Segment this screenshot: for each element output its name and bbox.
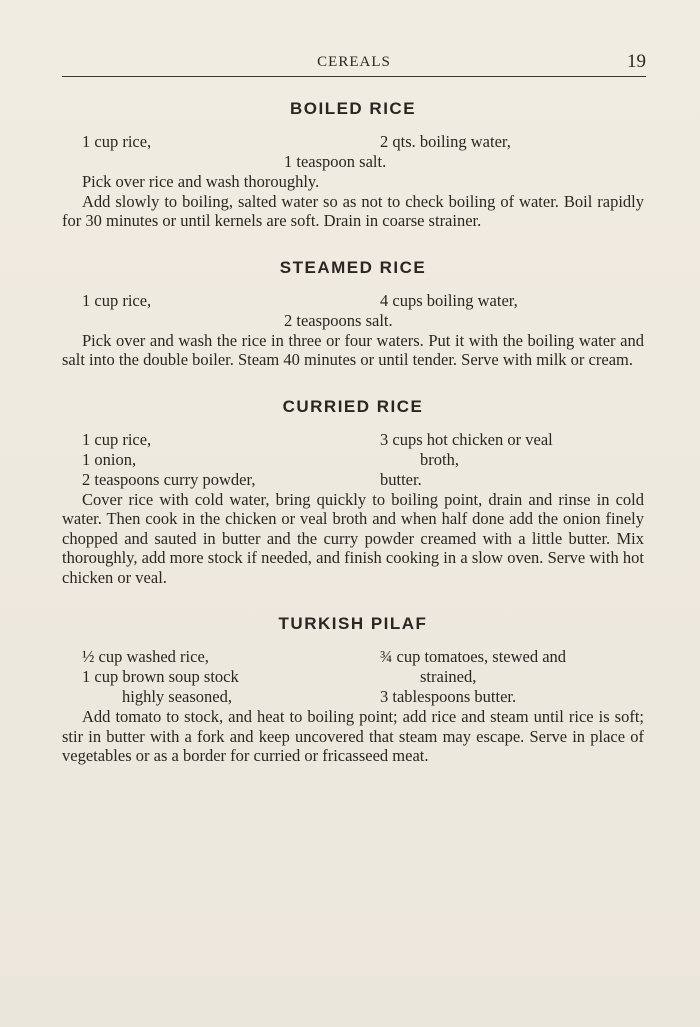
method-paragraph: Cover rice with cold water, bring quickly to boiling point, drain and rinse in cold water. Then cook in the chicken or veal broth and when half done add the onion finely chopped and sauted in butter and the curry powder creamed with a little butter. Mix thoroughly, add more stock if needed, and finish cooking in a slow oven. Serve with hot chicken or veal. [62, 489, 644, 587]
ingredient: 1 cup brown soup stock [82, 667, 239, 686]
page-content [62, 98, 644, 792]
ingredient: 2 qts. boiling water, [380, 132, 511, 151]
ingredients [62, 647, 644, 707]
ingredient: strained, [420, 667, 477, 686]
ingredient: 1 onion, [82, 449, 137, 469]
ingredient: highly seasoned, [122, 687, 232, 706]
ingredient: ¾ cup tomatoes, stewed and [380, 647, 567, 666]
ingredients [62, 132, 644, 172]
header-rule [62, 76, 646, 77]
ingredient: ½ cup washed rice, [82, 647, 209, 666]
method-paragraph: Pick over rice and wash thoroughly. [82, 172, 320, 191]
recipe-title: CURRIED RICE [282, 396, 424, 416]
method-paragraph: Add slowly to boiling, salted water so as not to check boiling of water. Boil rapidly for 30 minutes or until kernels are soft. Drain in coarse strainer. [62, 191, 644, 230]
ingredient: 3 cups hot chicken or veal [380, 429, 553, 449]
running-head: CEREALS [317, 54, 391, 70]
page-number: 19 [627, 51, 646, 72]
recipe-title: BOILED RICE [289, 99, 417, 118]
ingredient: 1 cup rice, [82, 429, 152, 449]
ingredient: 1 teaspoon salt. [284, 152, 387, 171]
recipe-title: STEAMED RICE [279, 257, 427, 277]
ingredient: broth, [420, 449, 459, 469]
ingredient: butter. [380, 469, 422, 489]
ingredients [62, 291, 644, 331]
recipe-turkish-pilaf [62, 613, 644, 766]
ingredients [62, 430, 644, 490]
ingredient: 1 cup rice, [82, 132, 152, 151]
page-header [62, 50, 646, 78]
method-paragraph: Add tomato to stock, and heat to boiling point; add rice and steam until rice is soft; stir in butter with a fork and keep uncovered that steam may escape. Serve in place of vegetables or as a border for curried or fricasseed meat. [62, 707, 644, 765]
ingredient: 4 cups boiling water, [380, 290, 518, 310]
recipe-steamed-rice [62, 257, 644, 370]
recipe-curried-rice [62, 396, 644, 588]
ingredient: 1 cup rice, [82, 290, 152, 310]
recipe-boiled-rice [62, 98, 644, 231]
method-paragraph: Pick over and wash the rice in three or four waters. Put it with the boiling water and salt into the double boiler. Steam 40 minutes or until tender. Serve with milk or cream. [62, 330, 644, 369]
ingredient: 2 teaspoons salt. [284, 310, 393, 330]
ingredient: 3 tablespoons butter. [380, 687, 517, 706]
ingredient: 2 teaspoons curry powder, [82, 469, 256, 489]
recipe-title: TURKISH PILAF [278, 614, 428, 633]
